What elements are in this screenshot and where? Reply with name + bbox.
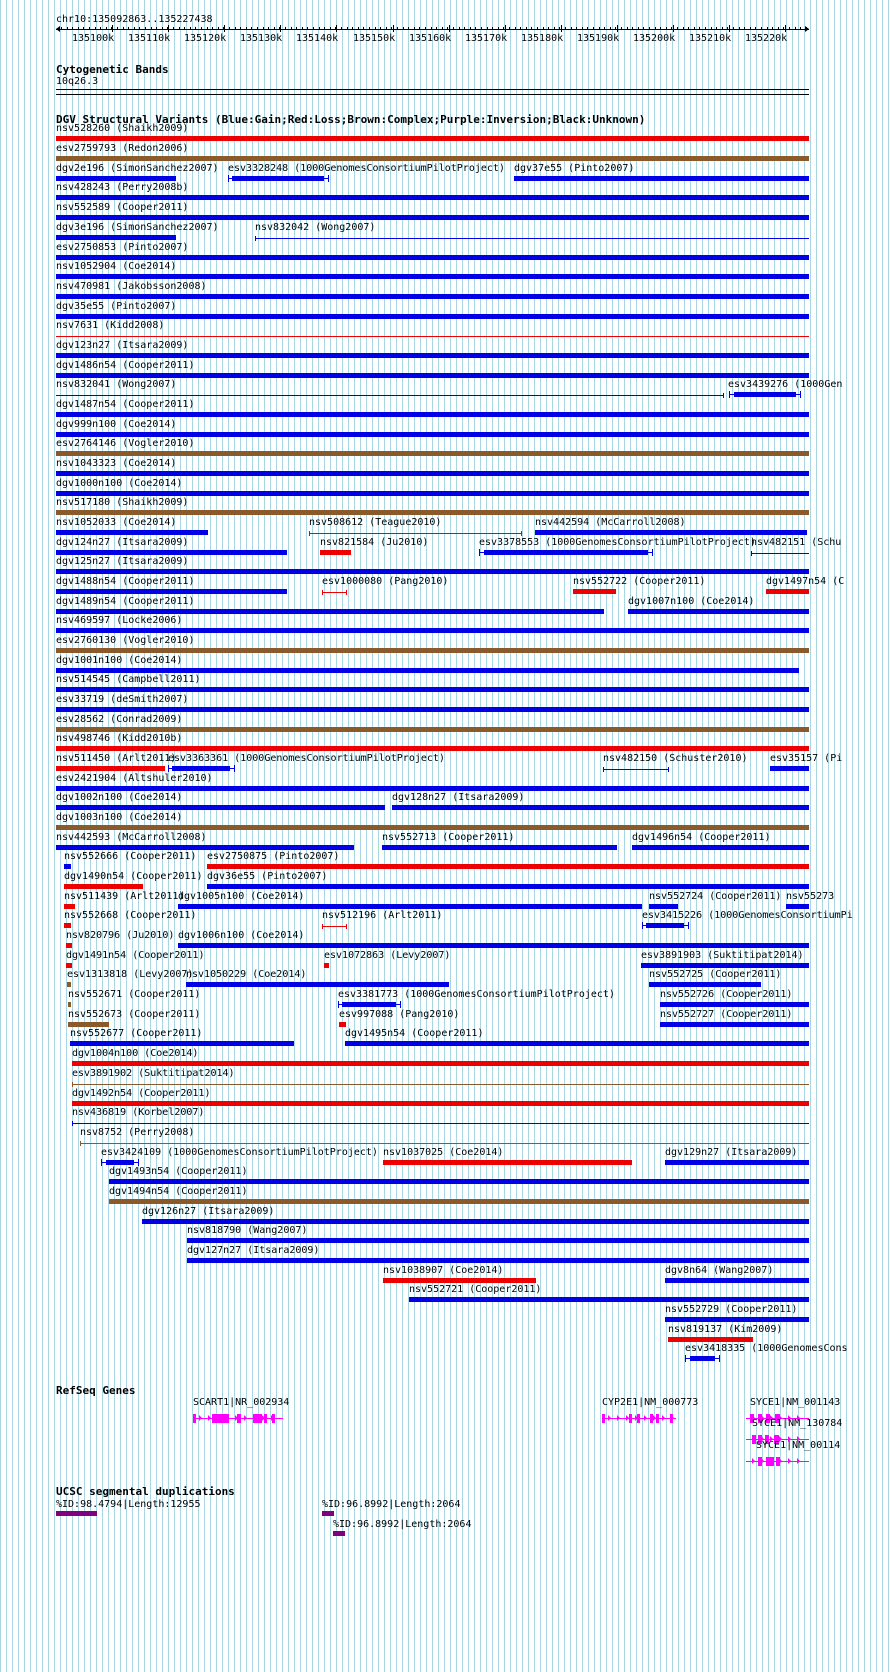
variant-label: dgv128n27 (Itsara2009) [392, 792, 525, 803]
variant-label: esv3891903 (Suktitipat2014) [641, 950, 804, 961]
variant-label: nsv818790 (Wang2007) [187, 1225, 308, 1236]
variant-label: nsv819137 (Kim2009) [668, 1324, 783, 1335]
variant-label: esv2759793 (Redon2006) [56, 143, 189, 154]
variant-label: esv1313818 (Levy2007) [67, 969, 194, 980]
variant-label: esv3891902 (Suktitipat2014) [72, 1068, 235, 1079]
segdup-bar[interactable] [56, 1511, 97, 1516]
variant-label: nsv552727 (Cooper2011) [660, 1009, 793, 1020]
variant-label: nsv552724 (Cooper2011) [649, 891, 782, 902]
gene-label: SCART1|NR_002934 [193, 1397, 290, 1408]
variant-label: nsv528260 (Shaikh2009) [56, 123, 189, 134]
variant-label: nsv482150 (Schuster2010) [603, 753, 748, 764]
variant-label: nsv511439 (Arlt2011) [64, 891, 185, 902]
ruler-tick-label: 135210k [689, 33, 732, 44]
variant-label: dgv35e55 (Pinto2007) [56, 301, 177, 312]
variant-label: nsv552673 (Cooper2011) [68, 1009, 201, 1020]
variant-label: esv3328248 (1000GenomesConsortiumPilotProject) [228, 163, 505, 174]
variant-label: nsv512196 (Arlt2011) [322, 910, 443, 921]
variant-label: esv33719 (deSmith2007) [56, 694, 189, 705]
variant-label: nsv517180 (Shaikh2009) [56, 497, 189, 508]
variant-label: nsv508612 (Teague2010) [309, 517, 442, 528]
variant-label: nsv552666 (Cooper2011) [64, 851, 197, 862]
variant-label: nsv1052904 (Coe2014) [56, 261, 177, 272]
variant-label: dgv1497n54 (C [766, 576, 845, 587]
variant-label: dgv127n27 (Itsara2009) [187, 1245, 320, 1256]
ruler-tick-label: 135180k [521, 33, 564, 44]
variant-label: dgv1004n100 (Coe2014) [72, 1048, 199, 1059]
variant-label: esv2421904 (Altshuler2010) [56, 773, 213, 784]
variant-label: dgv1496n54 (Cooper2011) [632, 832, 771, 843]
variant-label: esv3415226 (1000GenomesConsortiumPi [642, 910, 853, 921]
variant-label: dgv125n27 (Itsara2009) [56, 556, 189, 567]
gene-label: SYCE1|NM_130784 [752, 1418, 843, 1429]
variant-label: esv3418335 (1000GenomesCons [685, 1343, 848, 1354]
variant-label: nsv1038907 (Coe2014) [383, 1265, 504, 1276]
segdup-track-title: UCSC segmental duplications [56, 1485, 235, 1498]
variant-label: nsv511450 (Arlt2011) [56, 753, 177, 764]
variant-label: nsv436819 (Korbel2007) [72, 1107, 205, 1118]
ruler-tick-label: 135170k [465, 33, 508, 44]
variant-label: dgv3e196 (SimonSanchez2007) [56, 222, 219, 233]
variant-label: nsv1052033 (Coe2014) [56, 517, 177, 528]
variant-label: nsv552677 (Cooper2011) [70, 1028, 203, 1039]
variant-label: dgv999n100 (Coe2014) [56, 419, 177, 430]
segdup-bar[interactable] [333, 1531, 345, 1536]
ruler-tick-label: 135160k [409, 33, 452, 44]
variant-label: nsv1043323 (Coe2014) [56, 458, 177, 469]
segdup-label: %ID:96.8992|Length:2064 [322, 1499, 461, 1510]
variant-label: esv997088 (Pang2010) [339, 1009, 460, 1020]
cytoband-track-title: Cytogenetic Bands [56, 63, 169, 76]
variant-label: dgv1493n54 (Cooper2011) [109, 1166, 248, 1177]
variant-label: dgv1001n100 (Coe2014) [56, 655, 183, 666]
gene-label: SYCE1|NM_00114 [756, 1440, 841, 1451]
segdup-bar[interactable] [322, 1511, 334, 1516]
variant-label: esv2760130 (Vogler2010) [56, 635, 195, 646]
variant-label: nsv442594 (McCarroll2008) [535, 517, 686, 528]
variant-label: dgv123n27 (Itsara2009) [56, 340, 189, 351]
variant-label: dgv1488n54 (Cooper2011) [56, 576, 195, 587]
variant-label: esv3378553 (1000GenomesConsortiumPilotProject) [479, 537, 756, 548]
variant-label: esv3363361 (1000GenomesConsortiumPilotProject) [168, 753, 445, 764]
variant-label: dgv1494n54 (Cooper2011) [109, 1186, 248, 1197]
variant-label: nsv442593 (McCarroll2008) [56, 832, 207, 843]
refseq-track-title: RefSeq Genes [56, 1384, 136, 1397]
variant-label: dgv124n27 (Itsara2009) [56, 537, 189, 548]
variant-label: nsv820796 (Ju2010) [66, 930, 175, 941]
segdup-label: %ID:96.8992|Length:2064 [333, 1519, 472, 1530]
variant-label: dgv1489n54 (Cooper2011) [56, 596, 195, 607]
variant-label: dgv1490n54 (Cooper2011) [64, 871, 203, 882]
dgv-track-title: DGV Structural Variants (Blue:Gain;Red:Loss;Brown:Complex;Purple:Inversion;Black:Unknown) [56, 113, 646, 126]
variant-label: dgv129n27 (Itsara2009) [665, 1147, 798, 1158]
ruler-tick-label: 135190k [577, 33, 620, 44]
variant-label: nsv552729 (Cooper2011) [665, 1304, 798, 1315]
variant-label: nsv1050229 (Coe2014) [186, 969, 307, 980]
variant-label: nsv552668 (Cooper2011) [64, 910, 197, 921]
variant-label: dgv2e196 (SimonSanchez2007) [56, 163, 219, 174]
variant-label: nsv552726 (Cooper2011) [660, 989, 793, 1000]
variant-label: nsv8752 (Perry2008) [80, 1127, 195, 1138]
ruler-tick-label: 135200k [633, 33, 676, 44]
variant-label: nsv470981 (Jakobsson2008) [56, 281, 207, 292]
variant-label: dgv1492n54 (Cooper2011) [72, 1088, 211, 1099]
ruler-tick-label: 135140k [296, 33, 339, 44]
variant-label: nsv55273 [786, 891, 835, 902]
variant-label: esv3439276 (1000Gen [728, 379, 843, 390]
variant-label: nsv552713 (Cooper2011) [382, 832, 515, 843]
ruler-tick-label: 135120k [184, 33, 227, 44]
variant-label: dgv1003n100 (Coe2014) [56, 812, 183, 823]
variant-label: nsv1037025 (Coe2014) [383, 1147, 504, 1158]
chrom-region-label: chr10:135092863..135227438 [56, 14, 213, 25]
variant-label: esv3424109 (1000GenomesConsortiumPilotProject) [101, 1147, 378, 1158]
gene-label: CYP2E1|NM_000773 [602, 1397, 699, 1408]
ruler-tick-label: 135110k [128, 33, 171, 44]
variant-label: dgv1491n54 (Cooper2011) [66, 950, 205, 961]
variant-label: dgv1495n54 (Cooper2011) [345, 1028, 484, 1039]
variant-label: nsv7631 (Kidd2008) [56, 320, 165, 331]
ruler-tick-label: 135130k [240, 33, 283, 44]
variant-label: nsv821584 (Ju2010) [320, 537, 429, 548]
variant-label: nsv552725 (Cooper2011) [649, 969, 782, 980]
variant-label: dgv37e55 (Pinto2007) [514, 163, 635, 174]
variant-label: nsv552671 (Cooper2011) [68, 989, 201, 1000]
variant-label: dgv36e55 (Pinto2007) [207, 871, 328, 882]
variant-label: dgv126n27 (Itsara2009) [142, 1206, 275, 1217]
gene-label: SYCE1|NM_001143 [750, 1397, 841, 1408]
variant-label: dgv8n64 (Wang2007) [665, 1265, 774, 1276]
variant-label: dgv1000n100 (Coe2014) [56, 478, 183, 489]
variant-label: nsv498746 (Kidd2010b) [56, 733, 183, 744]
variant-label: esv2750875 (Pinto2007) [207, 851, 340, 862]
variant-label: esv28562 (Conrad2009) [56, 714, 183, 725]
variant-label: nsv552722 (Cooper2011) [573, 576, 706, 587]
variant-label: esv35157 (Pi [770, 753, 843, 764]
ruler-tick-label: 135220k [745, 33, 788, 44]
variant-label: dgv1006n100 (Coe2014) [178, 930, 305, 941]
variant-label: esv3381773 (1000GenomesConsortiumPilotProject) [338, 989, 615, 1000]
variant-label: esv2750853 (Pinto2007) [56, 242, 189, 253]
cytoband-label: 10q26.3 [56, 76, 99, 87]
variant-label: nsv428243 (Perry2008b) [56, 182, 189, 193]
variant-label: dgv1007n100 (Coe2014) [628, 596, 755, 607]
ruler-tick-label: 135100k [72, 33, 115, 44]
variant-label: nsv832041 (Wong2007) [56, 379, 177, 390]
variant-label: dgv1002n100 (Coe2014) [56, 792, 183, 803]
variant-label: esv1072863 (Levy2007) [324, 950, 451, 961]
variant-label: esv2764146 (Vogler2010) [56, 438, 195, 449]
segdup-label: %ID:98.4794|Length:12955 [56, 1499, 201, 1510]
variant-label: nsv469597 (Locke2006) [56, 615, 183, 626]
ruler-tick-label: 135150k [353, 33, 396, 44]
variant-label: dgv1486n54 (Cooper2011) [56, 360, 195, 371]
variant-label: esv1000080 (Pang2010) [322, 576, 449, 587]
variant-label: nsv552721 (Cooper2011) [409, 1284, 542, 1295]
variant-label: dgv1005n100 (Coe2014) [178, 891, 305, 902]
variant-label: dgv1487n54 (Cooper2011) [56, 399, 195, 410]
variant-label: nsv552589 (Cooper2011) [56, 202, 189, 213]
variant-label: nsv514545 (Campbell2011) [56, 674, 201, 685]
variant-label: nsv832042 (Wong2007) [255, 222, 376, 233]
variant-label: nsv482151 (Schu [751, 537, 842, 548]
